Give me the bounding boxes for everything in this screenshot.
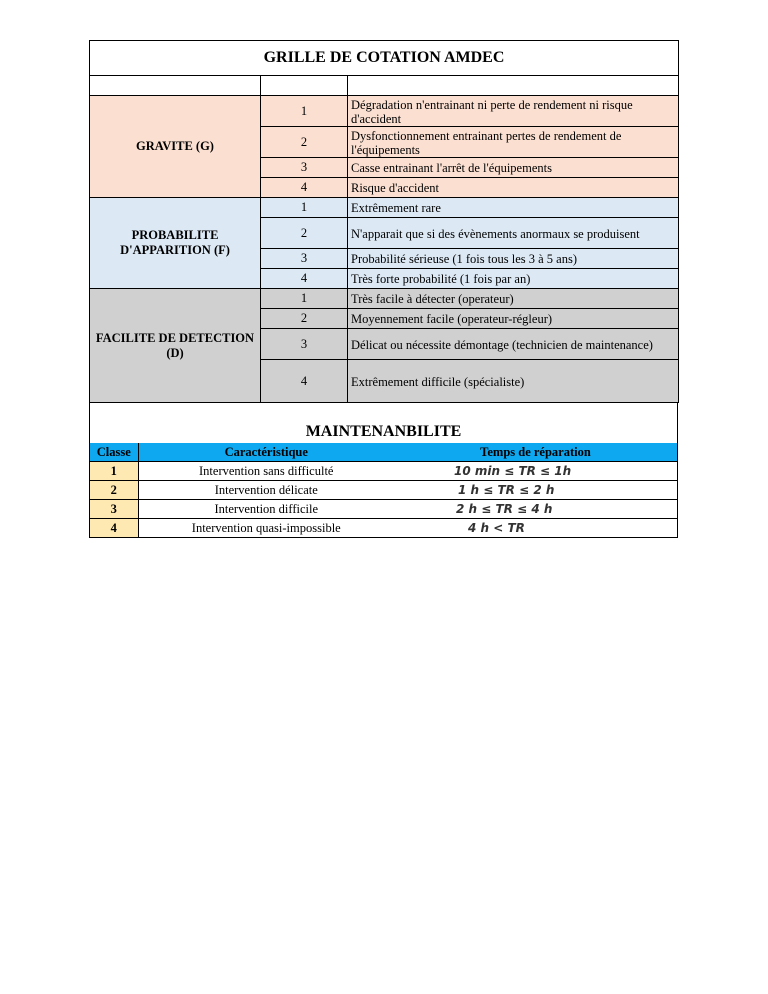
temps-cell: 4 h < TR — [394, 519, 677, 538]
table-row — [90, 500, 677, 519]
gravite-desc: Dysfonctionnement entrainant pertes de rendement de l'équipements — [348, 127, 679, 158]
caracteristique-cell: Intervention difficile — [138, 500, 394, 519]
probabilite-num: 1 — [261, 198, 348, 218]
facilite-num: 3 — [261, 329, 348, 360]
header-classe: Classe — [90, 443, 138, 462]
facilite-desc: Extrêmement difficile (spécialiste) — [348, 360, 679, 403]
probabilite-label: PROBABILITE D'APPARITION (F) — [90, 198, 261, 289]
grid-title: GRILLE DE COTATION AMDEC — [90, 41, 679, 76]
table-row — [90, 462, 677, 481]
blank-row — [90, 76, 679, 96]
classe-cell: 3 — [90, 500, 138, 519]
caracteristique-cell: Intervention sans difficulté — [138, 462, 394, 481]
temps-cell: 1 h ≤ TR ≤ 2 h — [394, 481, 677, 500]
gravite-desc: Risque d'accident — [348, 178, 679, 198]
probabilite-desc: Très forte probabilité (1 fois par an) — [348, 269, 679, 289]
caracteristique-cell: Intervention quasi-impossible — [138, 519, 394, 538]
maintenabilite-title: MAINTENANBILITE — [305, 423, 462, 440]
maintenabilite-table — [90, 443, 677, 537]
probabilite-desc: Extrêmement rare — [348, 198, 679, 218]
header-caracteristique: Caractéristique — [138, 443, 394, 462]
classe-cell: 2 — [90, 481, 138, 500]
facilite-num: 2 — [261, 309, 348, 329]
probabilite-num: 3 — [261, 249, 348, 269]
caracteristique-cell: Intervention délicate — [138, 481, 394, 500]
gravite-desc: Casse entrainant l'arrêt de l'équipements — [348, 158, 679, 178]
facilite-num: 4 — [261, 360, 348, 403]
facilite-row-1 — [90, 289, 679, 309]
facilite-desc: Délicat ou nécessite démontage (technicien de maintenance) — [348, 329, 679, 360]
probabilite-num: 4 — [261, 269, 348, 289]
temps-cell: 2 h ≤ TR ≤ 4 h — [394, 500, 677, 519]
classe-cell: 1 — [90, 462, 138, 481]
amdec-grid-table — [89, 40, 679, 403]
maintenabilite-header-row — [90, 443, 677, 462]
facilite-label: FACILITE DE DETECTION (D) — [90, 289, 261, 403]
maintenabilite-section — [89, 403, 678, 538]
facilite-desc: Moyennement facile (operateur-régleur) — [348, 309, 679, 329]
gravite-row-1 — [90, 96, 679, 127]
facilite-desc: Très facile à détecter (operateur) — [348, 289, 679, 309]
probabilite-num: 2 — [261, 218, 348, 249]
classe-cell: 4 — [90, 519, 138, 538]
gravite-num: 4 — [261, 178, 348, 198]
probabilite-desc: N'apparait que si des évènements anormaux se produisent — [348, 218, 679, 249]
table-row — [90, 519, 677, 538]
table-row — [90, 481, 677, 500]
gravite-num: 1 — [261, 96, 348, 127]
temps-cell: 10 min ≤ TR ≤ 1h — [394, 462, 677, 481]
gravite-label: GRAVITE (G) — [90, 96, 261, 198]
probabilite-row-1 — [90, 198, 679, 218]
gravite-num: 3 — [261, 158, 348, 178]
amdec-document — [89, 40, 678, 538]
header-temps: Temps de réparation — [394, 443, 677, 462]
probabilite-desc: Probabilité sérieuse (1 fois tous les 3 à 5 ans) — [348, 249, 679, 269]
gravite-num: 2 — [261, 127, 348, 158]
facilite-num: 1 — [261, 289, 348, 309]
gravite-desc: Dégradation n'entrainant ni perte de rendement ni risque d'accident — [348, 96, 679, 127]
